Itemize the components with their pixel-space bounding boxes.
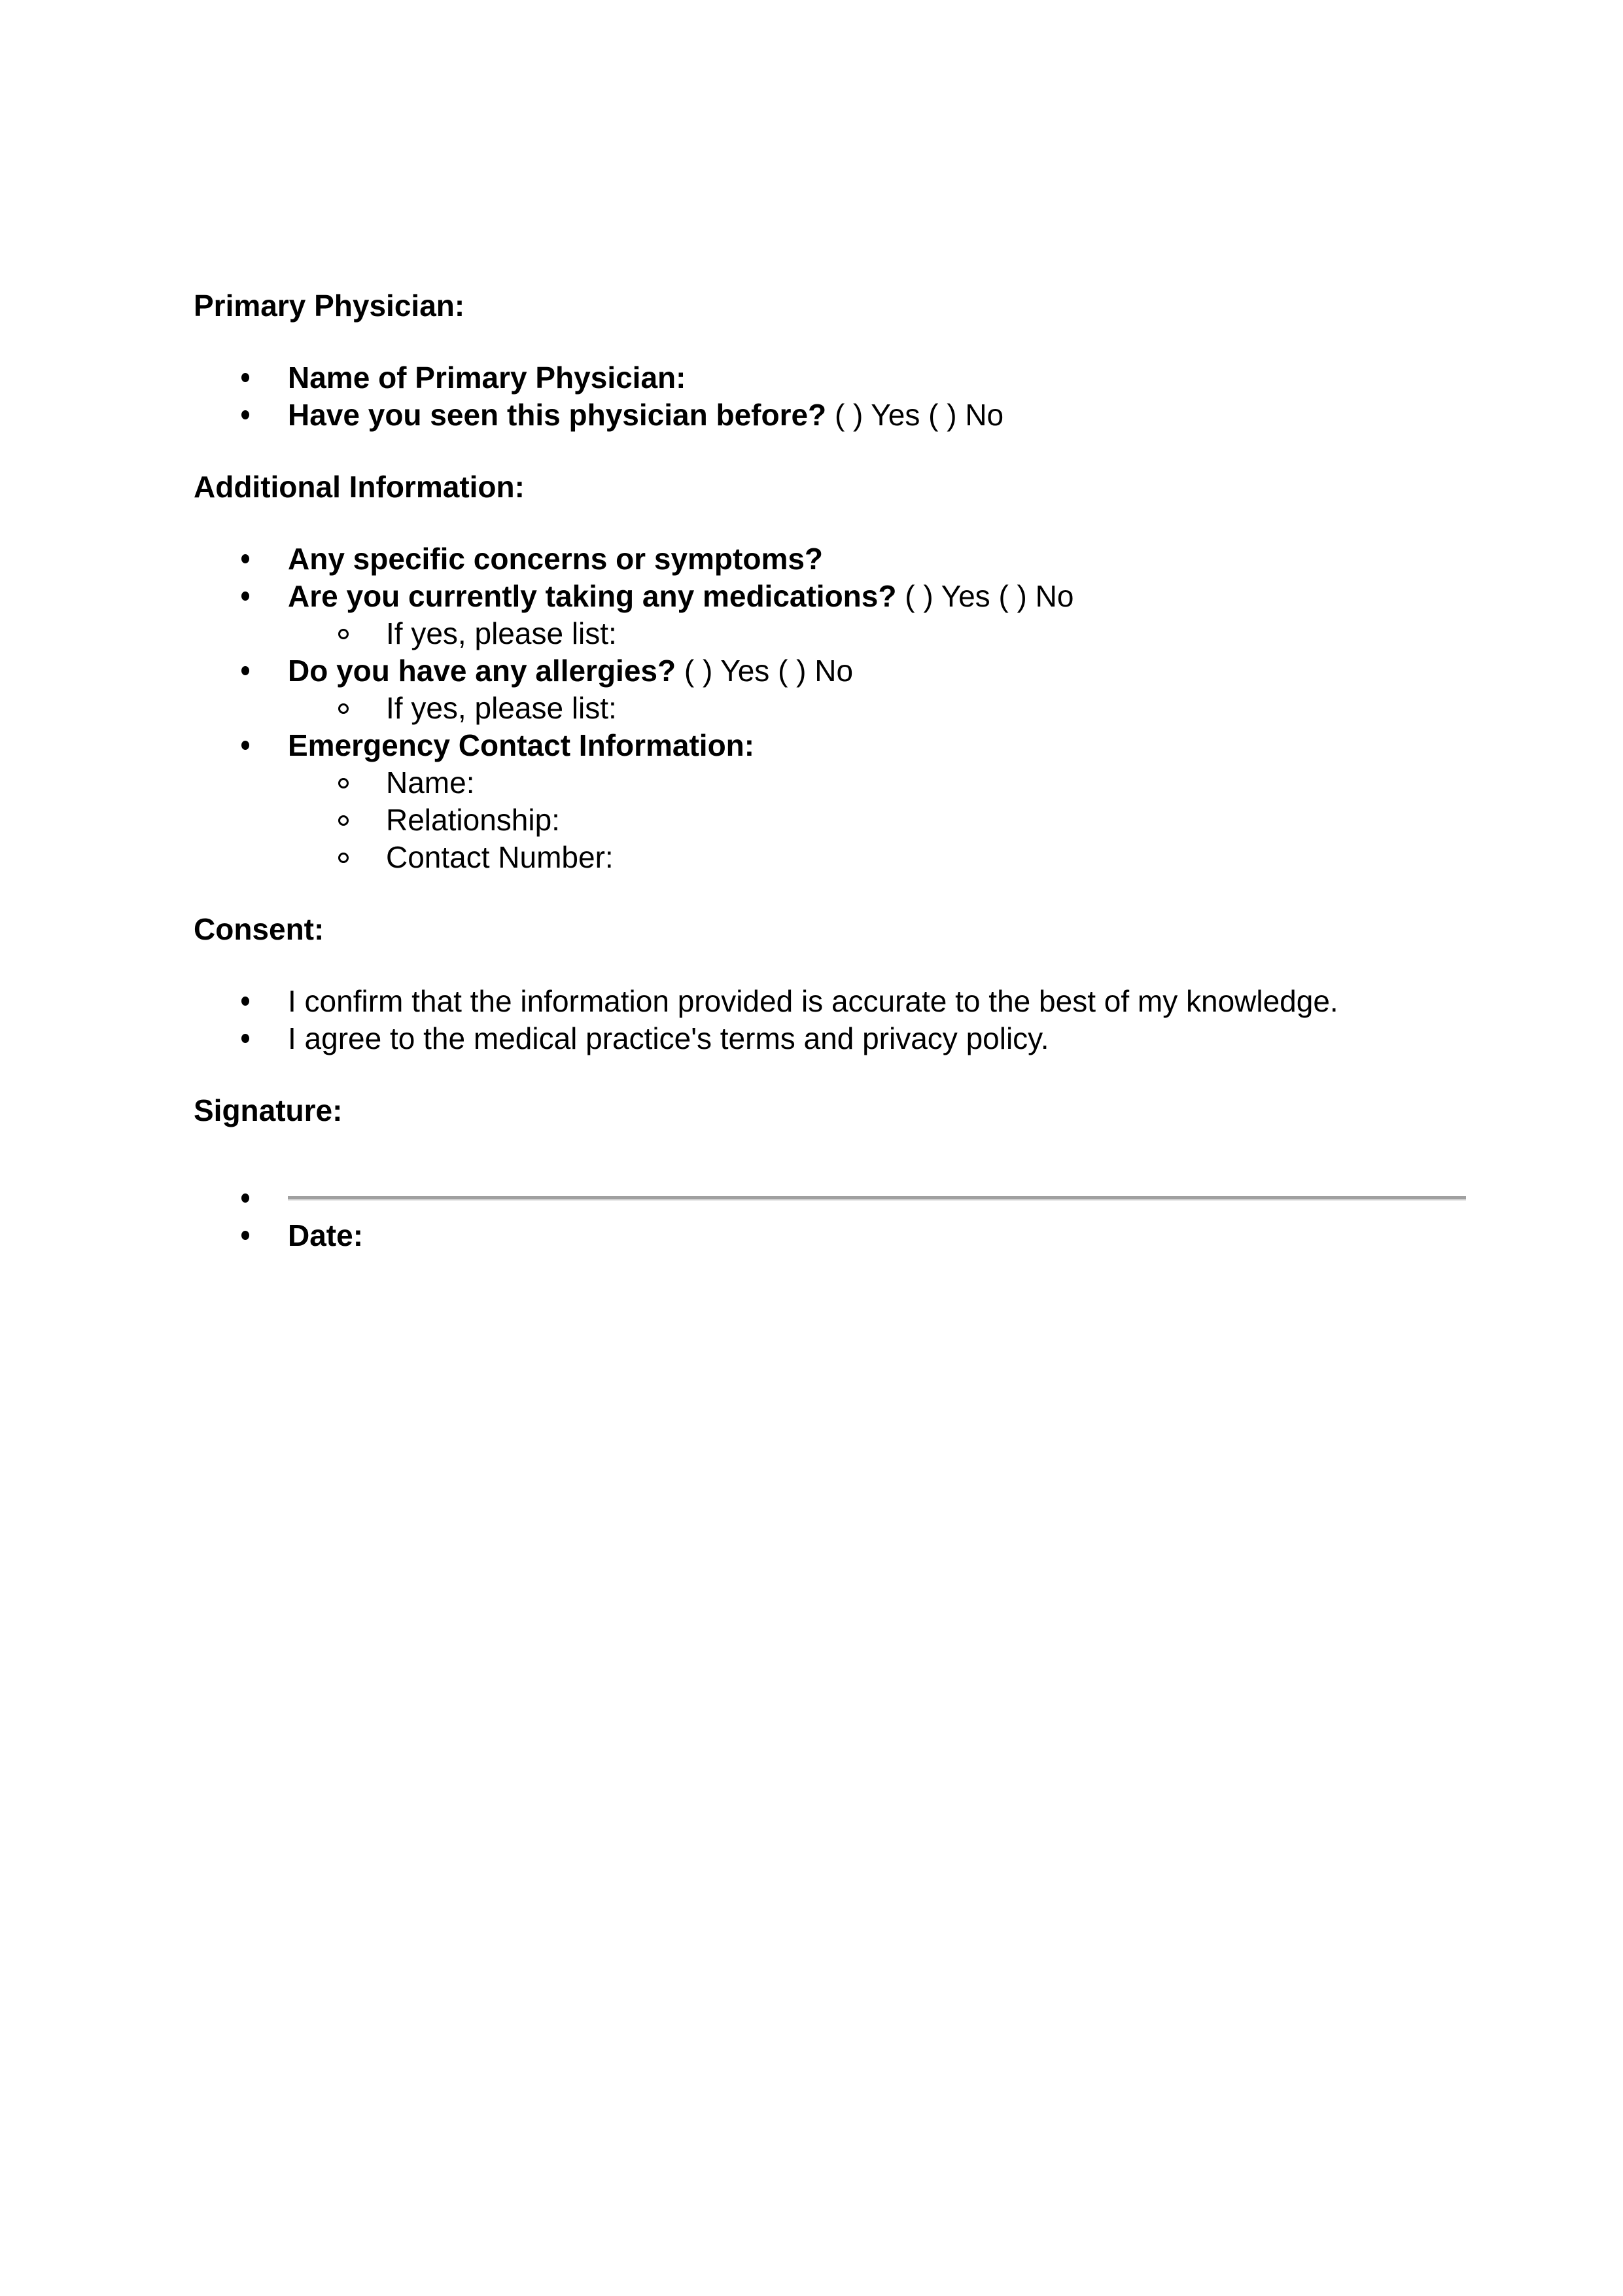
disc-bullet-icon [241, 410, 249, 419]
circle-bullet-icon [338, 853, 349, 863]
seen-before-options: ( ) Yes ( ) No [834, 398, 1004, 432]
disc-bullet-icon [241, 741, 249, 750]
sub-item-emergency-name [194, 764, 1466, 802]
disc-bullet-icon [241, 554, 249, 563]
bullet-item-medications [194, 578, 1466, 615]
seen-before-label: Have you seen this physician before? [288, 398, 827, 432]
date-label: Date: [288, 1218, 364, 1252]
consent-list [194, 983, 1466, 1057]
sub-item-emergency-relationship [194, 802, 1466, 839]
emergency-contact-number-label: Contact Number: [386, 840, 614, 874]
disc-bullet-icon [241, 592, 249, 601]
medications-followup-label: If yes, please list: [386, 616, 617, 650]
medications-options: ( ) Yes ( ) No [905, 579, 1074, 613]
circle-bullet-icon [338, 815, 349, 826]
signature-heading: Signature: [194, 1093, 343, 1127]
sub-item-allergies-list [194, 690, 1466, 727]
disc-bullet-icon [241, 666, 249, 675]
emergency-relationship-label: Relationship: [386, 803, 560, 837]
bullet-item-concerns [194, 540, 1466, 578]
bullet-item-signature-line [194, 1180, 1466, 1217]
bullet-item-seen-before [194, 397, 1466, 434]
emergency-name-label: Name: [386, 766, 475, 800]
additional-information-list [194, 540, 1466, 876]
circle-bullet-icon [338, 629, 349, 639]
consent-accuracy-text: I confirm that the information provided is accurate to the best of my knowledge. [288, 984, 1338, 1018]
signature-list [194, 1180, 1466, 1254]
disc-bullet-icon [241, 1231, 249, 1240]
bullet-item-date [194, 1217, 1466, 1254]
primary-physician-list [194, 359, 1466, 434]
concerns-label: Any specific concerns or symptoms? [288, 542, 824, 576]
emergency-contact-label: Emergency Contact Information: [288, 728, 755, 762]
bullet-item-consent-accuracy [194, 983, 1466, 1020]
allergies-options: ( ) Yes ( ) No [684, 654, 854, 688]
medications-label: Are you currently taking any medications? [288, 579, 897, 613]
bullet-item-consent-terms [194, 1020, 1466, 1057]
circle-bullet-icon [338, 703, 349, 714]
disc-bullet-icon [241, 1034, 249, 1043]
bullet-item-physician-name [194, 359, 1466, 397]
circle-bullet-icon [338, 778, 349, 788]
allergies-label: Do you have any allergies? [288, 654, 676, 688]
signature-line [288, 1196, 1466, 1201]
bullet-item-allergies [194, 652, 1466, 690]
disc-bullet-icon [241, 373, 249, 382]
disc-bullet-icon [241, 1193, 249, 1203]
bullet-item-emergency-contact [194, 727, 1466, 764]
additional-information-heading: Additional Information: [194, 470, 525, 504]
disc-bullet-icon [241, 997, 249, 1006]
consent-heading: Consent: [194, 912, 324, 946]
consent-terms-text: I agree to the medical practice's terms and privacy policy. [288, 1021, 1049, 1055]
physician-name-label: Name of Primary Physician: [288, 361, 686, 395]
sub-item-medications-list [194, 615, 1466, 652]
sub-item-emergency-contact-number [194, 839, 1466, 876]
primary-physician-heading: Primary Physician: [194, 289, 465, 323]
allergies-followup-label: If yes, please list: [386, 691, 617, 725]
